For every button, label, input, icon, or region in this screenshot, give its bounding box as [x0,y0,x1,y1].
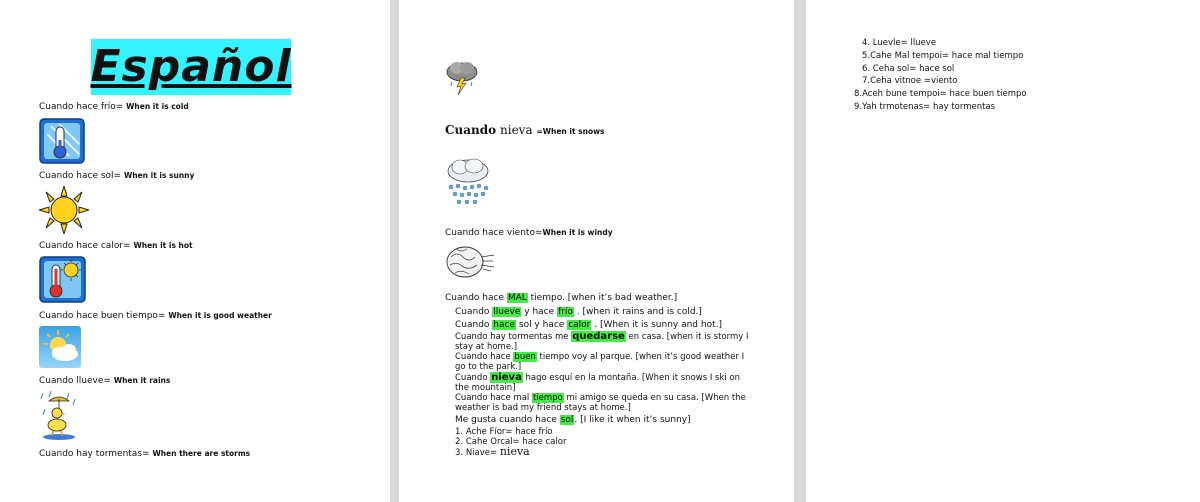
snows-heading [445,123,605,137]
entry-storms-es: Cuando hay tormentas= [39,449,150,459]
vocab-list-2 [854,37,1027,114]
highlight-buen: buen [514,352,536,362]
highlight-hace: hace [493,320,516,330]
entry-cold-en: When it is cold [126,102,189,111]
list-text: Niave= [465,448,500,458]
s7-a: Me gusta cuando hace [455,415,560,425]
list-text: Cahe Orcal= hace calor [465,436,567,447]
document-page-3 [806,0,1200,502]
highlight-nieva: nieva [491,372,522,383]
entry-sunny [39,170,194,182]
snows-heading-b: nieva [500,123,533,137]
entry-cold [39,101,189,113]
sentence-6 [455,394,755,413]
entry-windy-es: Cuando hace viento= [445,228,543,238]
list-text: Ache Fíor= hace frío [465,427,553,437]
list-num: 1. [455,427,464,437]
sentence-3 [455,332,755,352]
sentence-1 [455,307,702,318]
list-item [455,447,567,459]
entry-hot-es: Cuando hace calor= [39,241,131,251]
entry-storms-en: When there are storms [152,449,251,458]
snows-heading-en: =When it snows [536,127,605,136]
list-item: 9.Yah trmotenas= hay tormentas [854,101,996,112]
duck-rain-icon [39,391,79,441]
s5-a: Cuando [455,373,491,383]
sentence-7 [455,415,691,426]
page-title: Español [90,41,292,92]
s6-b: mi amigo se queda en su casa. [When the weather is bad my friend stays at home.] [455,393,746,413]
entry-rains-en: When it rains [113,376,171,385]
sentence-2 [455,320,722,331]
bad-b: tiempo. [when it’s bad weather.] [527,293,678,303]
snow-cloud-icon [445,157,491,205]
title-banner [91,39,291,95]
entry-good-weather-en: When it is good weather [168,311,272,320]
snows-heading-a: Cuando [445,123,497,137]
entry-good-weather-es: Cuando hace buen tiempo= [39,311,166,321]
list-item: 5.Cahe Mal tempoi= hace mal tiempo [862,50,1024,61]
entry-sunny-es: Cuando hace sol= [39,171,122,181]
list-item: 7.Ceha vitnoe =viento [862,76,958,87]
s2-c: . [When it is sunny and hot.] [591,320,722,330]
list-item: 8.Aceh bune tempoi= hace buen tiempo [854,89,1027,100]
s4-b: tiempo voy al parque. [when it’s good weather I go to the park.] [455,352,745,372]
s4-a: Cuando hace [455,352,514,362]
highlight-mal: MAL [507,293,527,303]
storm-cloud-icon [445,58,479,96]
highlight-frio: frío [558,307,573,317]
sentence-4 [455,353,755,372]
list-item: 4. Luevle= llueve [862,38,937,48]
thermometer-hot-icon [39,256,86,303]
sun-cloud-icon [39,326,81,368]
entry-windy-en: When it is windy [542,228,613,237]
s3-a: Cuando hay tormentas me [455,332,572,342]
entry-hot-en: When it is hot [133,241,193,250]
entry-good-weather [39,310,272,322]
vocab-list-1 [455,428,567,459]
s2-b: sol y hace [516,320,568,330]
s1-a: Cuando [455,307,493,317]
s3-b: en casa. [when it is stormy I stay at home.] [455,332,749,352]
sentence-bad-weather [445,293,677,304]
entry-storms [39,448,250,460]
s1-b: y hace [521,307,558,317]
s7-b: . [I like it when it’s sunny] [574,415,691,425]
s6-a: Cuando hace mal [455,393,532,403]
document-page-1 [0,0,390,502]
list-num: 3. [455,448,464,458]
bad-a: Cuando hace [445,293,507,303]
entry-cold-es: Cuando hace frío= [39,102,124,112]
entry-rains-es: Cuando llueve= [39,376,111,386]
s1-c: . [when it rains and is cold.] [573,307,702,317]
wind-cloud-icon [445,243,495,281]
highlight-tiempo: tiempo [532,393,563,403]
list-num: 2. [455,436,464,447]
entry-hot [39,240,193,252]
highlight-calor: calor [568,320,591,330]
highlight-quedarse: quedarse [572,331,625,342]
highlight-llueve: llueve [493,307,521,317]
s2-a: Cuando [455,320,493,330]
document-page-2 [399,0,794,502]
entry-sunny-en: When it is sunny [123,171,195,180]
thermometer-cold-icon [39,118,85,164]
list-big-word: nieva [499,445,530,458]
list-item: 6. Ceha sol= hace sol [862,63,955,74]
entry-windy [445,227,613,239]
sentence-5 [455,373,755,393]
entry-rains [39,375,170,387]
sun-icon [39,186,89,234]
s5-b: hago esquí en la montaña. [When it snows I ski on the mountain] [455,373,741,393]
highlight-sol: sol [560,415,574,425]
